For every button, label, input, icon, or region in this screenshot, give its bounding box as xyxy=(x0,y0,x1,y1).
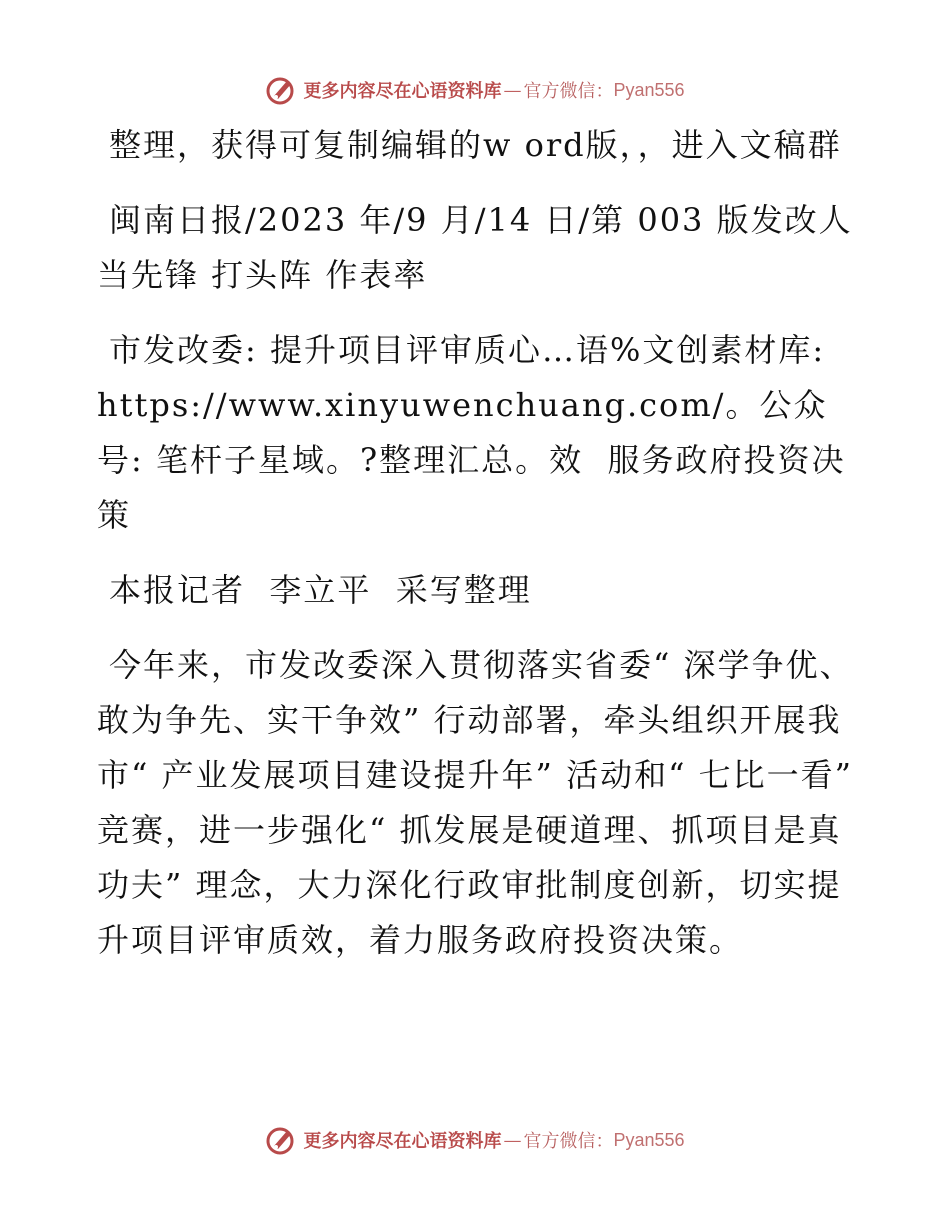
paragraph-headline xyxy=(97,323,857,543)
footer-watermark-banner xyxy=(0,1120,950,1160)
paragraph-source-line xyxy=(97,193,857,303)
footer-banner-dash: — xyxy=(503,1129,522,1151)
paragraph-intro-text: 整理，获得可复制编辑的w ord版，，进入文稿群 xyxy=(109,126,842,164)
footer-banner-main-text: 更多内容尽在心语资料库 xyxy=(303,1131,502,1152)
paragraph-body-text: 今年来，市发改委深入贯彻落实省委“ 深学争优、敢为争先、实干争效” 行动部署，牵头组织开展我市“ 产业发展项目建设提升年” 活动和“ 七比一看” 竞赛，进一步强化“ 抓发展是硬道理、抓项目是真功夫” 理念，大力深化行政审批制度创新，切实提升项目评审质效，着力服务政府投资决策。 xyxy=(97,646,866,959)
paragraph-headline-text: 市发改委: 提升项目评审质心…语%文创素材库: https://www.xinyuwenchuang.com/。公众号: 笔杆子星域。?整理汇总。效 服务政府投资决策 xyxy=(97,331,846,534)
paragraph-body xyxy=(97,638,866,968)
header-banner-label: 官方微信： xyxy=(523,81,614,102)
footer-banner-wechat-id: Pyan556 xyxy=(613,1129,685,1150)
paragraph-byline-text: 本报记者 李立平 采写整理 xyxy=(109,571,532,609)
header-banner-dash: — xyxy=(503,79,522,101)
pen-logo-icon xyxy=(265,74,297,106)
header-banner-wechat-id: Pyan556 xyxy=(613,79,685,100)
paragraph-source-line-text: 闽南日报/2023 年/9 月/14 日/第 003 版发改人当先锋 打头阵 作表率 xyxy=(97,201,853,294)
pen-logo-icon xyxy=(265,1124,297,1156)
header-banner-main-text: 更多内容尽在心语资料库 xyxy=(303,81,502,102)
paragraph-intro xyxy=(97,118,857,173)
header-watermark-banner xyxy=(0,70,950,110)
footer-banner-label: 官方微信： xyxy=(523,1131,614,1152)
paragraph-byline xyxy=(97,563,857,618)
document-body xyxy=(97,118,866,988)
